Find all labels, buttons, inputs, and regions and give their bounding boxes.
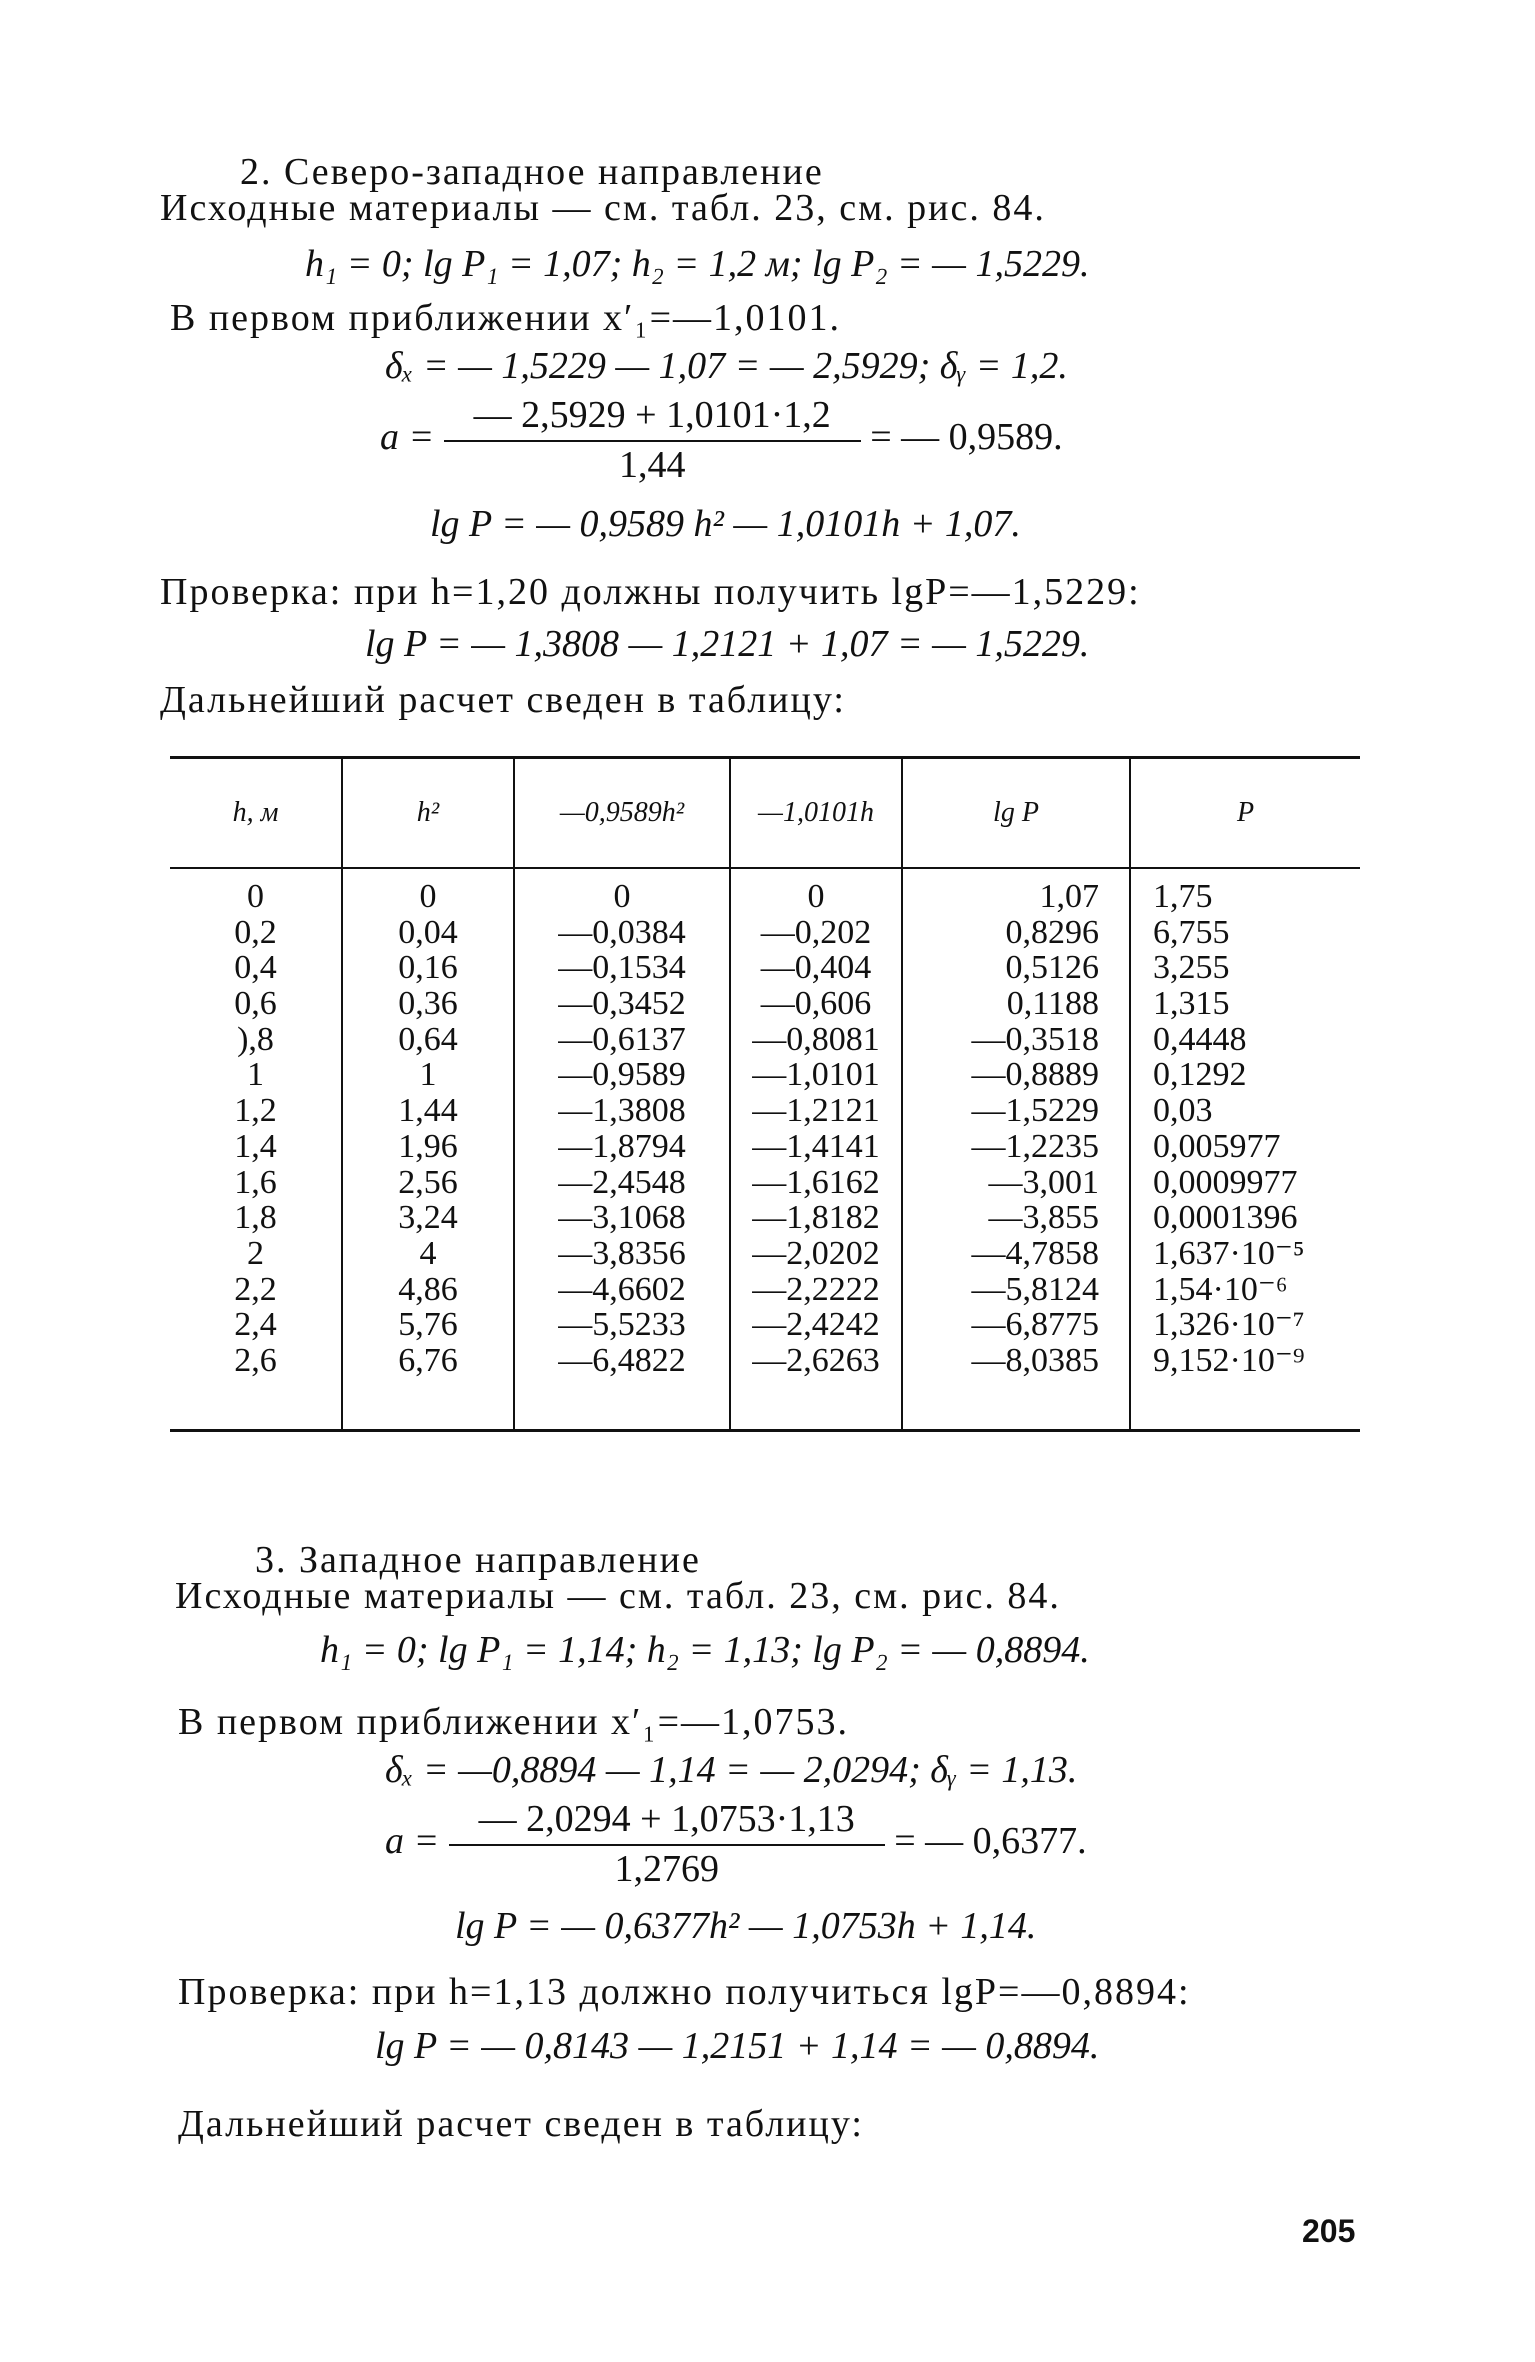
table-cell: —0,3452 <box>558 985 686 1023</box>
table-cell: —3,855 <box>988 1199 1099 1237</box>
section2-further: Дальнейший расчет сведен в таблицу: <box>160 679 846 721</box>
table-cell: 4,86 <box>398 1270 458 1308</box>
a-denominator: 1,44 <box>618 443 686 486</box>
table-cell: 0,64 <box>398 1020 458 1058</box>
table-cell: 0,03 <box>1153 1092 1213 1130</box>
table-cell: 0,04 <box>398 913 458 951</box>
table-cell: —1,6162 <box>752 1163 880 1201</box>
table-cell: —6,8775 <box>971 1306 1099 1344</box>
table-cell: 1,315 <box>1153 985 1230 1023</box>
table-cell: 0,005977 <box>1153 1127 1281 1165</box>
table-cell: —1,8182 <box>752 1199 880 1237</box>
table-cell: 0,2 <box>234 913 277 951</box>
table-cell: 1,4 <box>234 1127 277 1165</box>
table-cell: 1,2 <box>234 1092 277 1130</box>
table-cell: 0,0009977 <box>1153 1163 1298 1201</box>
table-cell: 0,1292 <box>1153 1056 1247 1094</box>
table-cell: 0 <box>807 878 825 915</box>
table-cell: —1,8794 <box>558 1127 686 1165</box>
table-cell: —2,4548 <box>558 1163 686 1201</box>
table-cell: 1 <box>247 1056 264 1094</box>
table-cell: —0,404 <box>760 949 872 987</box>
table-cell: ),8 <box>237 1020 274 1058</box>
table-cell: 2,2 <box>234 1270 277 1308</box>
table-cell: —0,0384 <box>558 913 686 951</box>
table-cell: 0,0001396 <box>1153 1199 1298 1237</box>
table-cell: 1,75 <box>1153 878 1213 915</box>
a-fraction <box>444 392 861 489</box>
table-cell: —8,0385 <box>971 1341 1099 1379</box>
a-lhs: a = <box>380 416 435 459</box>
table-cell: 1,8 <box>234 1199 277 1237</box>
section3-source: Исходные материалы — см. табл. 23, см. рис. 84. <box>175 1575 1061 1617</box>
table-cell: —3,8356 <box>558 1234 686 1272</box>
section2-params: h₁ = 0; lg P₁ = 1,07; h₂ = 1,2 м; lg P₂ = — 1,5229. <box>305 243 1090 285</box>
table-cell: —0,9589 <box>558 1056 686 1094</box>
section3-heading: 3. Западное направление <box>255 1539 701 1581</box>
table-cell: 0 <box>419 878 437 915</box>
table-cell: —0,606 <box>760 985 872 1023</box>
a-rhs: = — 0,9589. <box>870 416 1063 459</box>
table-cell: 6,755 <box>1153 913 1230 951</box>
table-cell: 0 <box>247 878 264 915</box>
table-cell: 1,6 <box>234 1163 277 1201</box>
table-cell: 0,5126 <box>1005 949 1099 987</box>
table-cell: —1,0101 <box>752 1056 880 1094</box>
section2-check: Проверка: при h=1,20 должны получить lgP=—1,5229: <box>160 571 1141 613</box>
data-table <box>170 756 1360 1432</box>
table-cell: 1,326·10⁻⁷ <box>1153 1306 1305 1344</box>
header-a-h2: —0,9589h² <box>514 758 730 869</box>
table-cell: 5,76 <box>398 1306 458 1344</box>
column-p <box>1130 868 1360 1431</box>
table-cell: 6,76 <box>398 1341 458 1379</box>
table-cell: —2,2222 <box>752 1270 880 1308</box>
section2-first-approx: В первом приближении x′₁=—1,0101. <box>170 297 842 339</box>
table-cell: —1,3808 <box>558 1092 686 1130</box>
table-cell: 0,16 <box>398 949 458 987</box>
table-cell: —5,5233 <box>558 1306 686 1344</box>
table-cell: —2,0202 <box>752 1234 880 1272</box>
table-cell: —4,7858 <box>971 1234 1099 1272</box>
section3-check-calc: lg P = — 0,8143 — 1,2151 + 1,14 = — 0,8894. <box>375 2025 1100 2067</box>
section2-deltas: δₓ = — 1,5229 — 1,07 = — 2,5929; δᵧ = 1,2. <box>385 345 1068 387</box>
table-cell: 2 <box>247 1234 264 1272</box>
table-cell: —3,1068 <box>558 1199 686 1237</box>
section3-deltas: δₓ = —0,8894 — 1,14 = — 2,0294; δᵧ = 1,13. <box>385 1749 1078 1791</box>
a-lhs: a = <box>385 1820 440 1863</box>
table-cell: —0,3518 <box>971 1020 1099 1058</box>
table-cell: 1,54·10⁻⁶ <box>1153 1270 1288 1308</box>
a-denominator: 1,2769 <box>614 1847 719 1890</box>
table-cell: —3,001 <box>988 1163 1099 1201</box>
table-cell: 3,24 <box>398 1199 458 1237</box>
table-cell: 4 <box>419 1234 437 1272</box>
page-number: 205 <box>1302 2213 1356 2249</box>
table-cell: 3,255 <box>1153 949 1230 987</box>
table-cell: 2,56 <box>398 1163 458 1201</box>
section2-heading: 2. Северо-западное направление <box>240 151 824 193</box>
table-cell: 1,96 <box>398 1127 458 1165</box>
section3-further: Дальнейший расчет сведен в таблицу: <box>178 2103 864 2145</box>
table-cell: —1,2121 <box>752 1092 880 1130</box>
a-numerator: — 2,0294 + 1,0753·1,13 <box>449 1796 885 1846</box>
section3-formula: lg P = — 0,6377h² — 1,0753h + 1,14. <box>455 1905 1037 1947</box>
a-numerator: — 2,5929 + 1,0101·1,2 <box>444 392 861 442</box>
section3-a-equation <box>385 1796 1087 1893</box>
section2-check-calc: lg P = — 1,3808 — 1,2121 + 1,07 = — 1,5229. <box>365 623 1090 665</box>
a-fraction <box>449 1796 885 1893</box>
table-cell: —0,8081 <box>752 1020 880 1058</box>
section2-a-equation <box>380 392 1063 489</box>
table-cell: 9,152·10⁻⁹ <box>1153 1341 1305 1379</box>
table-cell: —6,4822 <box>558 1341 686 1379</box>
section3-first-approx: В первом приближении x′₁=—1,0753. <box>178 1701 850 1743</box>
header-h: h, м <box>170 758 342 869</box>
table-cell: —4,6602 <box>558 1270 686 1308</box>
table-cell: 0,4448 <box>1153 1020 1247 1058</box>
table-cell: 2,4 <box>234 1306 277 1344</box>
header-b-h: —1,0101h <box>730 758 902 869</box>
table-cell: 1,44 <box>398 1092 458 1130</box>
table-cell: —0,8889 <box>971 1056 1099 1094</box>
table-cell: 0,1188 <box>1006 985 1099 1023</box>
column-lgp <box>902 868 1130 1431</box>
section2-source: Исходные материалы — см. табл. 23, см. рис. 84. <box>160 187 1046 229</box>
table-cell: 0,8296 <box>1005 913 1099 951</box>
table-cell: 0,36 <box>398 985 458 1023</box>
section3-check: Проверка: при h=1,13 должно получиться lgP=—0,8894: <box>178 1971 1191 2013</box>
section2-formula: lg P = — 0,9589 h² — 1,0101h + 1,07. <box>430 503 1021 545</box>
column-a-h2 <box>514 868 730 1431</box>
table-cell: —0,6137 <box>558 1020 686 1058</box>
table-cell: 0,4 <box>234 949 277 987</box>
a-rhs: = — 0,6377. <box>894 1820 1087 1863</box>
table-cell: 0 <box>613 878 631 915</box>
table-cell: —1,4141 <box>752 1127 880 1165</box>
column-h2 <box>342 868 514 1431</box>
table-cell: 1,07 <box>1039 878 1099 915</box>
table-cell: 1,637·10⁻⁵ <box>1153 1234 1305 1272</box>
table-cell: —2,4242 <box>752 1306 880 1344</box>
column-h <box>170 868 342 1431</box>
table-cell: —5,8124 <box>971 1270 1099 1308</box>
table-cell: —0,202 <box>760 913 872 951</box>
table-cell: 2,6 <box>234 1341 277 1379</box>
table-cell: —0,1534 <box>558 949 686 987</box>
header-h2: h² <box>342 758 514 869</box>
table-cell: —1,5229 <box>971 1092 1099 1130</box>
column-b-h <box>730 868 902 1431</box>
table-cell: —2,6263 <box>752 1341 880 1379</box>
table-cell: 0,6 <box>234 985 277 1023</box>
table-cell: —1,2235 <box>971 1127 1099 1165</box>
section3-params: h₁ = 0; lg P₁ = 1,14; h₂ = 1,13; lg P₂ = — 0,8894. <box>320 1629 1090 1671</box>
table-cell: 1 <box>419 1056 437 1094</box>
header-p: P <box>1130 758 1360 869</box>
header-lgp: lg P <box>902 758 1130 869</box>
